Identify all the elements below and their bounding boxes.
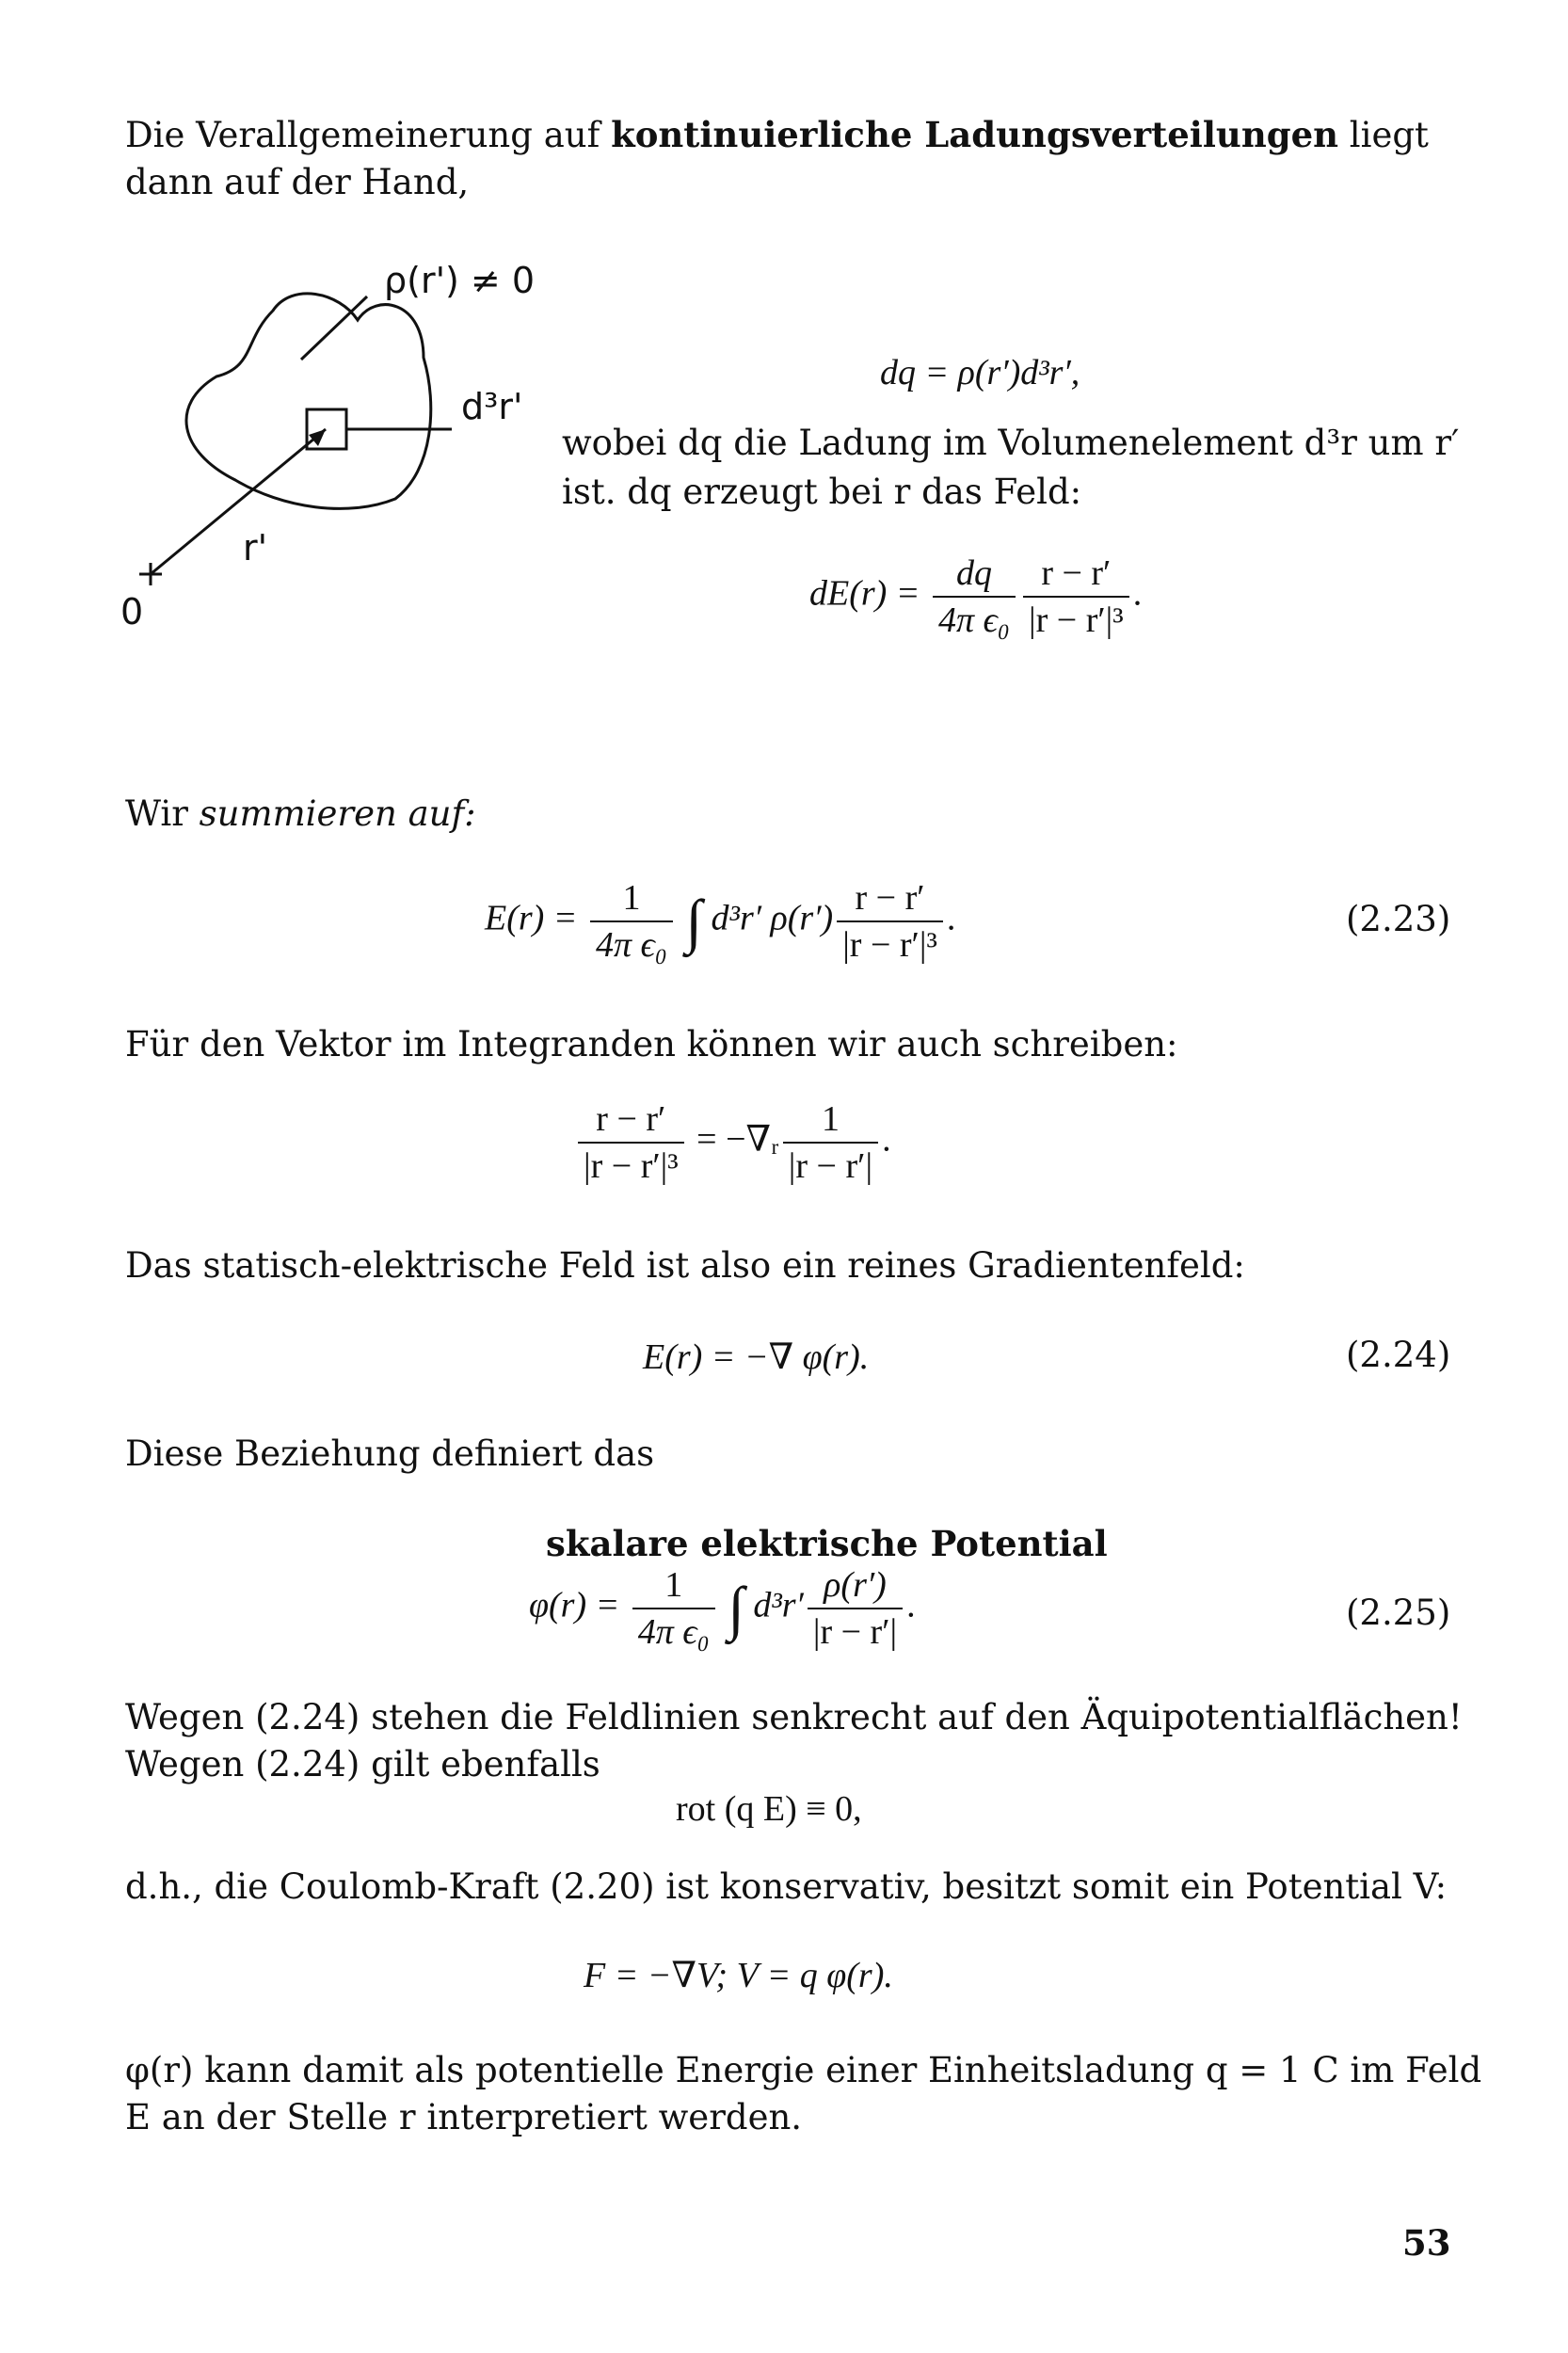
dE-f1-num: dq — [933, 551, 1016, 598]
eq223-fraction-1 — [590, 875, 673, 968]
eq225-integral: ∫ — [728, 1575, 744, 1641]
eq225-end: . — [906, 1585, 916, 1625]
grad-f1-den: |r − r′|³ — [584, 1146, 679, 1186]
grad-fraction-2 — [783, 1096, 878, 1189]
eq225-f2-num: ρ(r′) — [808, 1562, 903, 1609]
intro-paragraph — [125, 111, 1443, 206]
eq223-fraction-2 — [837, 875, 943, 968]
figure-label-origin: 0 — [120, 591, 144, 632]
text-gradientenfeld: Das statisch-elektrische Feld ist also ein reines Gradientenfeld: — [125, 1245, 1245, 1286]
volume-element-square — [307, 409, 346, 449]
summieren-em: summieren auf: — [199, 793, 476, 834]
intro-text-1: Die Verallgemeinerung auf — [125, 115, 612, 155]
eq223-end: . — [946, 898, 956, 938]
text-summieren — [125, 791, 476, 838]
dE-end: . — [1132, 573, 1143, 614]
dE-fraction-2 — [1023, 551, 1129, 643]
eq225-fraction-2 — [808, 1562, 903, 1655]
grad-f2-den: |r − r′| — [788, 1146, 873, 1186]
dE-fraction-1 — [933, 551, 1016, 643]
eq223-f2-num: r − r′ — [837, 875, 943, 922]
equation-dE — [809, 551, 1142, 643]
dE-f2-num: r − r′ — [1023, 551, 1129, 598]
text-final-line2: E an der Stelle r interpretiert werden. — [125, 2097, 803, 2137]
text-final-line1: φ(r) kann damit als potentielle Energie einer Einheitsladung q = 1 C im Feld — [125, 2050, 1482, 2090]
intro-bold-term: kontinuierliche Ladungsverteilungen — [611, 114, 1339, 155]
dE-f2-den: |r − r′|³ — [1029, 600, 1124, 640]
intro-text-2: liegt dann auf der Hand, — [125, 115, 1429, 202]
equation-gradient — [574, 1096, 891, 1189]
grad-mid: = −∇ᵣ — [696, 1119, 779, 1160]
equation-dq: dq = ρ(r′)d³r′, — [880, 353, 1080, 392]
text-wegen-1: Wegen (2.24) stehen die Feldlinien senkrecht auf den Äquipotentialflächen! — [125, 1697, 1463, 1737]
eq223-mid: d³r′ ρ(r′) — [711, 898, 834, 938]
text-wegen-2: Wegen (2.24) gilt ebenfalls — [125, 1744, 600, 1785]
eq225-f1-num: 1 — [632, 1562, 715, 1609]
eq225-fraction-1 — [632, 1562, 715, 1655]
eq223-f2-den: |r − r′|³ — [842, 925, 937, 965]
text-dh: d.h., die Coulomb-Kraft (2.20) ist konservativ, besitzt somit ein Potential V: — [125, 1866, 1448, 1907]
charge-blob-outline — [186, 294, 431, 509]
figure-label-rprime: r' — [243, 527, 268, 568]
equation-2-24: E(r) = −∇ φ(r). — [643, 1337, 870, 1377]
eq223-f1-num: 1 — [590, 875, 673, 922]
grad-fraction-1 — [578, 1096, 684, 1189]
equation-2-25 — [529, 1562, 916, 1655]
figure-label-d3r: d³r' — [461, 386, 523, 427]
equation-force: F = −∇V; V = q φ(r). — [584, 1956, 893, 1995]
equation-rot: rot (q E) ≡ 0, — [676, 1789, 862, 1829]
charge-distribution-figure — [113, 254, 584, 649]
summieren-pre: Wir — [125, 793, 200, 834]
grad-f2-num: 1 — [783, 1096, 878, 1144]
dE-f1-den: 4π ϵ₀ — [937, 600, 1011, 640]
text-diese: Diese Beziehung definiert das — [125, 1433, 655, 1474]
dE-lhs: dE(r) = — [809, 573, 920, 614]
equation-number-2-25: (2.25) — [1346, 1593, 1451, 1633]
figure-label-rho: ρ(r') ≠ 0 — [384, 260, 536, 301]
grad-end: . — [882, 1119, 891, 1160]
eq225-mid: d³r′ — [753, 1585, 804, 1625]
eq225-lhs: φ(r) = — [529, 1585, 620, 1625]
eq225-f1-den: 4π ϵ₀ — [637, 1612, 710, 1652]
eq225-f2-den: |r − r′| — [812, 1612, 898, 1652]
text-wobei-line2: ist. dq erzeugt bei r das Feld: — [562, 472, 1082, 512]
heading-skalare-potential: skalare elektrische Potential — [546, 1523, 1108, 1564]
rho-pointer-line — [301, 296, 367, 360]
eq223-integral: ∫ — [685, 888, 703, 954]
eq223-f1-den: 4π ϵ₀ — [595, 925, 668, 965]
equation-number-2-23: (2.23) — [1346, 899, 1451, 939]
page-number: 53 — [1402, 2222, 1451, 2264]
text-vektor: Für den Vektor im Integranden können wir auch schreiben: — [125, 1024, 1178, 1064]
grad-f1-num: r − r′ — [578, 1096, 684, 1144]
position-vector-line — [151, 429, 326, 574]
equation-number-2-24: (2.24) — [1346, 1335, 1451, 1375]
eq223-lhs: E(r) = — [485, 898, 578, 938]
position-vector-arrowhead — [309, 429, 326, 446]
text-wobei-line1: wobei dq die Ladung im Volumenelement d³r um r′ — [562, 423, 1460, 463]
equation-2-23 — [485, 875, 955, 968]
